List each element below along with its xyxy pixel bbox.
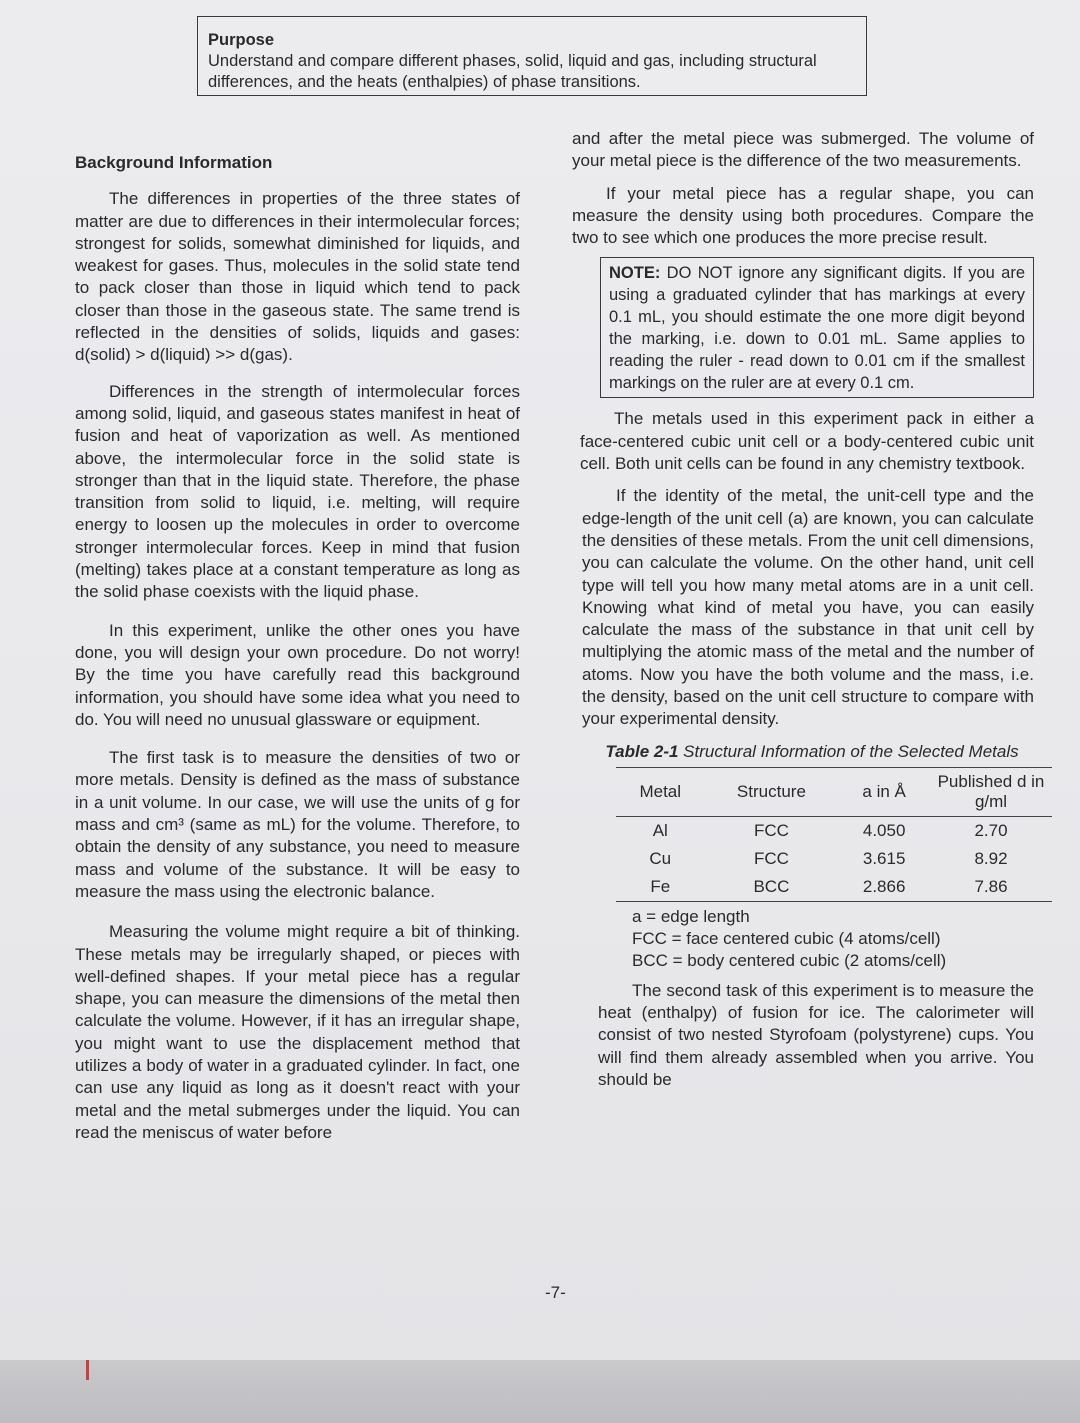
- table-cell: 4.050: [862, 820, 906, 840]
- background-paragraph-2: Differences in the strength of intermolecular forces among solid, liquid, and gaseous states manifest in heat of fusion and heat of vaporization as well. As mentioned above, the intermolecular force in the solid state is stronger than that in the liquid state. Therefore, the phase transition from solid to liquid, i.e. melting, will require energy to loosen up the molecules in order to overcome stronger intermolecular forces. Keep in mind that fusion (melting) takes place at a constant temperature as long as the solid phase coexists with the liquid phase.: [75, 381, 520, 602]
- table-caption-number: Table 2-1: [605, 741, 679, 761]
- right-paragraph-1: and after the metal piece was submerged. The volume of your metal piece is the difference of the two measurements.: [572, 129, 1034, 171]
- background-paragraph-5: Measuring the volume might require a bit of thinking. These metals may be irregularly shaped, or pieces with well-defined shapes. If your metal piece has a regular shape, you can measure the dimensions of the metal then calculate the volume. However, if it has an irregular shape, you might want to use the displacement method that utilizes a body of water in a graduated cylinder. In fact, one can use any liquid as long as it doesn't react with your metal and the metal submerges under the liquid. You can read the meniscus of water before: [75, 922, 520, 1142]
- table-caption-text: Structural Information of the Selected Metals: [678, 741, 1019, 761]
- table-caption: [592, 741, 1032, 763]
- table-cell: Fe: [616, 873, 705, 902]
- table-cell: 8.92: [974, 848, 1008, 868]
- background-paragraph-4: The first task is to measure the densities of two or more metals. Density is defined as the mass of substance in a unit volume. In our case, we will use the units of g for mass and cm³ (same as mL) for the volume. Therefore, to obtain the density of any substance, you need to measure mass and volume of the substance. It will be easy to measure the mass using the electronic balance.: [75, 748, 520, 901]
- right-paragraph-4: If the identity of the metal, the unit-cell type and the edge-length of the unit cell (a) are known, you can calculate the densities of these metals. From the unit cell dimensions, you can calculate the volume. On the other hand, unit cell type will tell you how many metal atoms are in a unit cell. Knowing what kind of metal you have, you can easily calculate the mass of the substance in that unit cell by multiplying the atomic mass of the metal and the number of atoms. Now you have the both volume and the mass, i.e. the density, based on the unit cell structure to compare with your experimental density.: [582, 486, 1034, 729]
- desk-surface: [0, 1360, 1080, 1423]
- table-cell: 2.866: [838, 873, 930, 902]
- table-cell: Al: [652, 820, 668, 840]
- background-heading: Background Information: [75, 153, 273, 172]
- table-cell: FCC: [753, 848, 789, 868]
- table-header-row: [616, 767, 1052, 816]
- purpose-text: Understand and compare different phases, solid, liquid and gas, including structural differences, and the heats (enthalpies) of phase transitions.: [208, 52, 817, 91]
- table-header-density: Published d in g/ml: [930, 767, 1052, 816]
- table-legend: [632, 906, 1034, 972]
- background-paragraph-3: In this experiment, unlike the other ones you have done, you will design your own procedure. Do not worry! By the time you have carefully read this background information, you should have some idea what you need to do. You will need no unusual glassware or equipment.: [75, 620, 520, 729]
- purpose-box: [197, 16, 867, 96]
- table-row: [616, 873, 1052, 902]
- table-header-structure: Structure: [705, 767, 839, 816]
- desk-mark: [86, 1360, 89, 1380]
- legend-line: a = edge length: [632, 906, 750, 926]
- table-cell: FCC: [753, 820, 789, 840]
- note-box: [600, 257, 1034, 398]
- metals-table: [616, 767, 1052, 902]
- table-row: [616, 816, 1052, 845]
- left-column: [75, 152, 520, 1144]
- background-paragraph-1: The differences in properties of the three states of matter are due to differences in their intermolecular forces; strongest for solids, somewhat diminished for liquids, and weakest for gases. Thus, molecules in the solid state tend to pack closer than those in liquid which tend to pack closer than those in the gaseous state. The same trend is reflected in the densities of solids, liquids and gases: d(solid) > d(liquid) >> d(gas).: [75, 189, 520, 365]
- legend-line: FCC = face centered cubic (4 atoms/cell): [632, 928, 941, 948]
- table-row: [616, 845, 1052, 873]
- table-cell: 2.70: [974, 820, 1008, 840]
- right-paragraph-2: If your metal piece has a regular shape, you can measure the density using both procedures. Compare the two to see which one produces the more precise result.: [572, 183, 1034, 248]
- right-column: [572, 128, 1045, 1091]
- note-label: NOTE:: [609, 264, 661, 283]
- table-header-edge-length: a in Å: [838, 767, 930, 816]
- note-text: DO NOT ignore any significant digits. If you are using a graduated cylinder that has markings at every 0.1 mL, you should estimate the one more digit beyond the marking, i.e. down to 0.01 mL. Same applies to reading the ruler - read down to 0.01 cm if the smallest markings on the ruler are at every 0.1 cm.: [609, 264, 1025, 393]
- table-cell: Cu: [649, 848, 672, 868]
- page-number: -7-: [545, 1283, 566, 1302]
- right-paragraph-5: The second task of this experiment is to measure the heat (enthalpy) of fusion for ice. The calorimeter will consist of two nested Styrofoam (polystyrene) cups. You will find them already assembled when you arrive. You should be: [598, 980, 1034, 1089]
- table-cell: BCC: [705, 873, 839, 902]
- right-paragraph-3: The metals used in this experiment pack in either a face-centered cubic unit cell or a body-centered cubic unit cell. Both unit cells can be found in any chemistry textbook.: [580, 409, 1034, 474]
- legend-line: BCC = body centered cubic (2 atoms/cell): [632, 950, 947, 970]
- table-cell: 7.86: [930, 873, 1052, 902]
- table-header-metal: Metal: [616, 767, 705, 816]
- table-cell: 3.615: [862, 848, 906, 868]
- purpose-title: Purpose: [208, 31, 275, 49]
